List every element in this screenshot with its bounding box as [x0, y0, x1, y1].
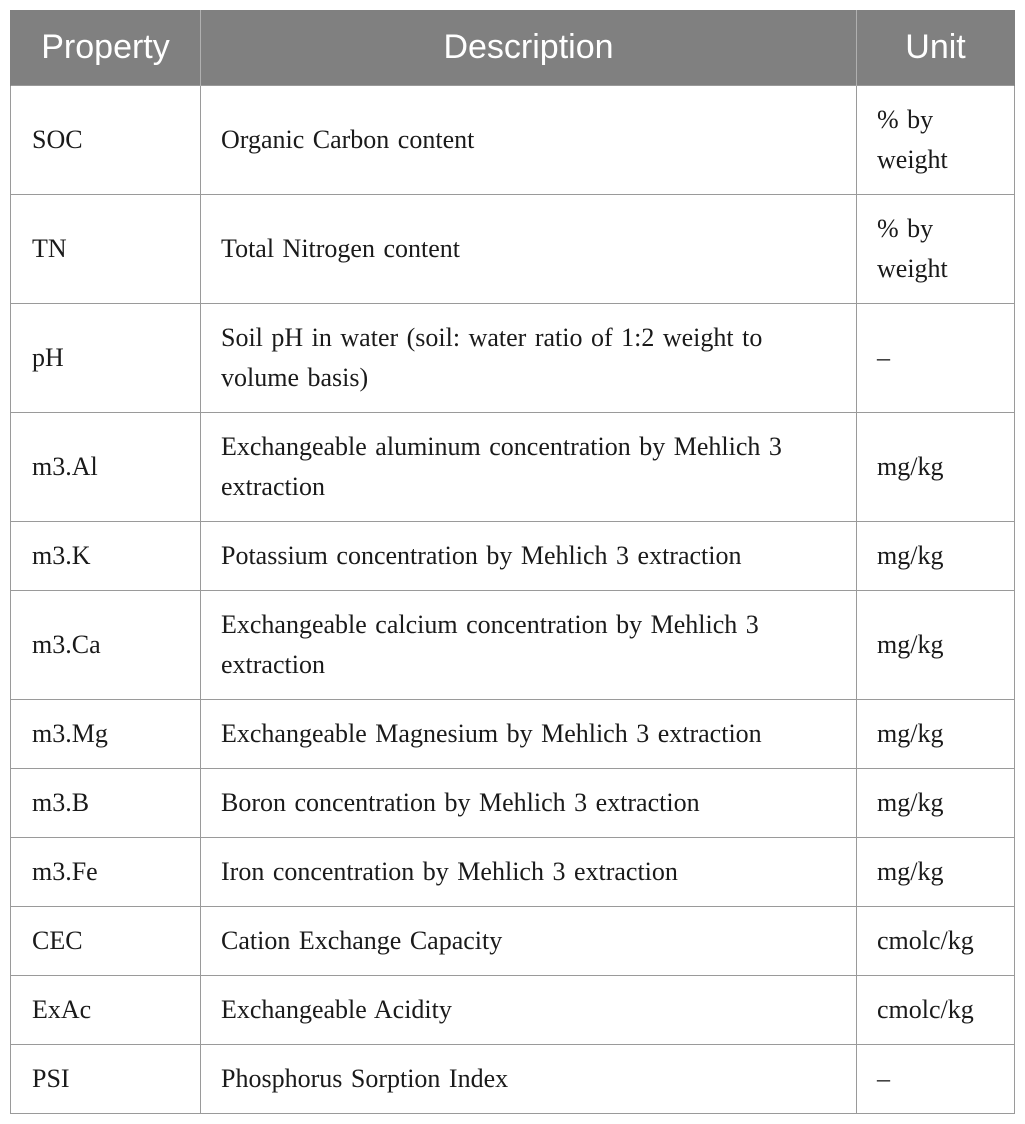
soil-properties-table-container — [10, 10, 1014, 1114]
cell-unit: % by weight — [857, 86, 1015, 195]
cell-property: pH — [11, 304, 201, 413]
table-row — [11, 769, 1015, 838]
table-body — [11, 86, 1015, 1114]
table-row — [11, 304, 1015, 413]
cell-description: Boron concentration by Mehlich 3 extraction — [201, 769, 857, 838]
table-header — [11, 10, 1015, 86]
cell-unit: cmolc/kg — [857, 907, 1015, 976]
header-property: Property — [11, 10, 201, 86]
header-row — [11, 10, 1015, 86]
cell-description: Soil pH in water (soil: water ratio of 1:2 weight to volume basis) — [201, 304, 857, 413]
table-row — [11, 413, 1015, 522]
cell-property: m3.Ca — [11, 591, 201, 700]
cell-property: m3.Al — [11, 413, 201, 522]
cell-description: Organic Carbon content — [201, 86, 857, 195]
cell-description: Exchangeable aluminum concentration by Mehlich 3 extraction — [201, 413, 857, 522]
cell-description: Exchangeable Magnesium by Mehlich 3 extraction — [201, 700, 857, 769]
cell-unit: – — [857, 304, 1015, 413]
table-row — [11, 1045, 1015, 1114]
header-description: Description — [201, 10, 857, 86]
cell-property: m3.K — [11, 522, 201, 591]
cell-unit: mg/kg — [857, 413, 1015, 522]
cell-property: SOC — [11, 86, 201, 195]
header-unit: Unit — [857, 10, 1015, 86]
cell-unit: mg/kg — [857, 838, 1015, 907]
cell-description: Total Nitrogen content — [201, 195, 857, 304]
table-row — [11, 700, 1015, 769]
cell-unit: mg/kg — [857, 591, 1015, 700]
table-row — [11, 195, 1015, 304]
cell-description: Exchangeable calcium concentration by Mehlich 3 extraction — [201, 591, 857, 700]
cell-property: m3.Fe — [11, 838, 201, 907]
cell-description: Iron concentration by Mehlich 3 extraction — [201, 838, 857, 907]
soil-properties-table — [10, 10, 1015, 1114]
cell-description: Cation Exchange Capacity — [201, 907, 857, 976]
cell-unit: – — [857, 1045, 1015, 1114]
cell-description: Phosphorus Sorption Index — [201, 1045, 857, 1114]
cell-description: Exchangeable Acidity — [201, 976, 857, 1045]
cell-property: ExAc — [11, 976, 201, 1045]
table-row — [11, 86, 1015, 195]
cell-property: TN — [11, 195, 201, 304]
cell-unit: cmolc/kg — [857, 976, 1015, 1045]
cell-unit: mg/kg — [857, 700, 1015, 769]
cell-unit: % by weight — [857, 195, 1015, 304]
table-row — [11, 907, 1015, 976]
table-row — [11, 838, 1015, 907]
cell-property: m3.Mg — [11, 700, 201, 769]
cell-property: m3.B — [11, 769, 201, 838]
cell-unit: mg/kg — [857, 769, 1015, 838]
table-row — [11, 522, 1015, 591]
cell-description: Potassium concentration by Mehlich 3 extraction — [201, 522, 857, 591]
cell-property: CEC — [11, 907, 201, 976]
cell-unit: mg/kg — [857, 522, 1015, 591]
cell-property: PSI — [11, 1045, 201, 1114]
table-row — [11, 976, 1015, 1045]
table-row — [11, 591, 1015, 700]
